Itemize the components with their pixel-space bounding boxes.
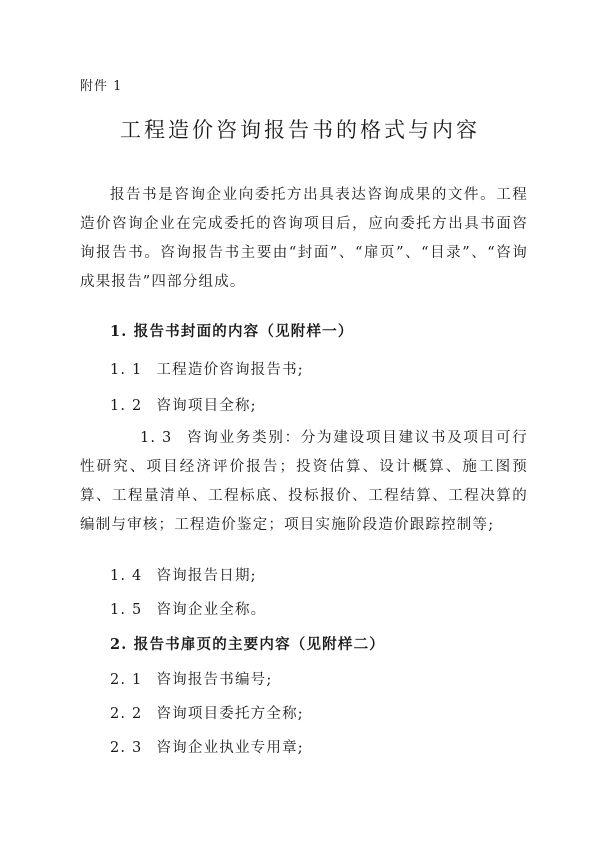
item-text: 咨询业务类别：分为建设项目建议书及项目可行性研究、项目经济评价报告；投资估算、设计概算、施工图预算、工程量清单、工程标底、投标报价、工程结算、工程决算的编制与审核；工程造价鉴定；项目实施阶段造价跟踪控制等; — [80, 430, 528, 533]
document-title: 工程造价咨询报告书的格式与内容 — [120, 118, 480, 142]
item-text: 咨询企业全称。 — [156, 602, 267, 618]
item-text: 咨询企业执业专用章; — [156, 740, 304, 756]
item-number: 2. 1 — [110, 672, 143, 688]
item-number: 2. 2 — [110, 706, 143, 722]
item-number: 2. 3 — [110, 740, 143, 756]
item-number: 1. 2 — [110, 398, 143, 414]
section-1-item-5 — [80, 598, 528, 619]
item-number: 1. 5 — [110, 602, 143, 618]
item-number: 1. 1 — [110, 362, 143, 378]
item-number: 1. 4 — [110, 568, 143, 584]
item-text: 咨询报告日期; — [156, 568, 257, 584]
item-text: 咨询报告书编号; — [156, 672, 273, 688]
item-text: 工程造价咨询报告书; — [156, 362, 304, 378]
section-2-item-3 — [80, 736, 528, 757]
intro-paragraph: 报告书是咨询企业向委托方出具表达咨询成果的文件。工程造价咨询企业在完成委托的咨询项目后，应向委托方出具书面咨询报告书。咨询报告书主要由“封面”、“扉页”、“目录”、“咨询成果报告”四部分组成。 — [80, 187, 528, 290]
section-1-item-1 — [80, 358, 528, 379]
section-1-item-4 — [80, 564, 528, 585]
section-2-item-1 — [80, 668, 528, 689]
section-2-item-2 — [80, 702, 528, 723]
section-1-item-2 — [80, 394, 528, 415]
item-number: 1. 3 — [140, 430, 173, 446]
section-1-item-3 — [80, 424, 528, 540]
attachment-label: 附件 1 — [80, 79, 123, 94]
section-2-heading: 2. 报告书扉页的主要内容（见附样二） — [110, 636, 385, 653]
item-text: 咨询项目全称; — [156, 398, 257, 414]
section-1-heading: 1. 报告书封面的内容（见附样一） — [110, 323, 354, 340]
item-text: 咨询项目委托方全称; — [156, 706, 304, 722]
